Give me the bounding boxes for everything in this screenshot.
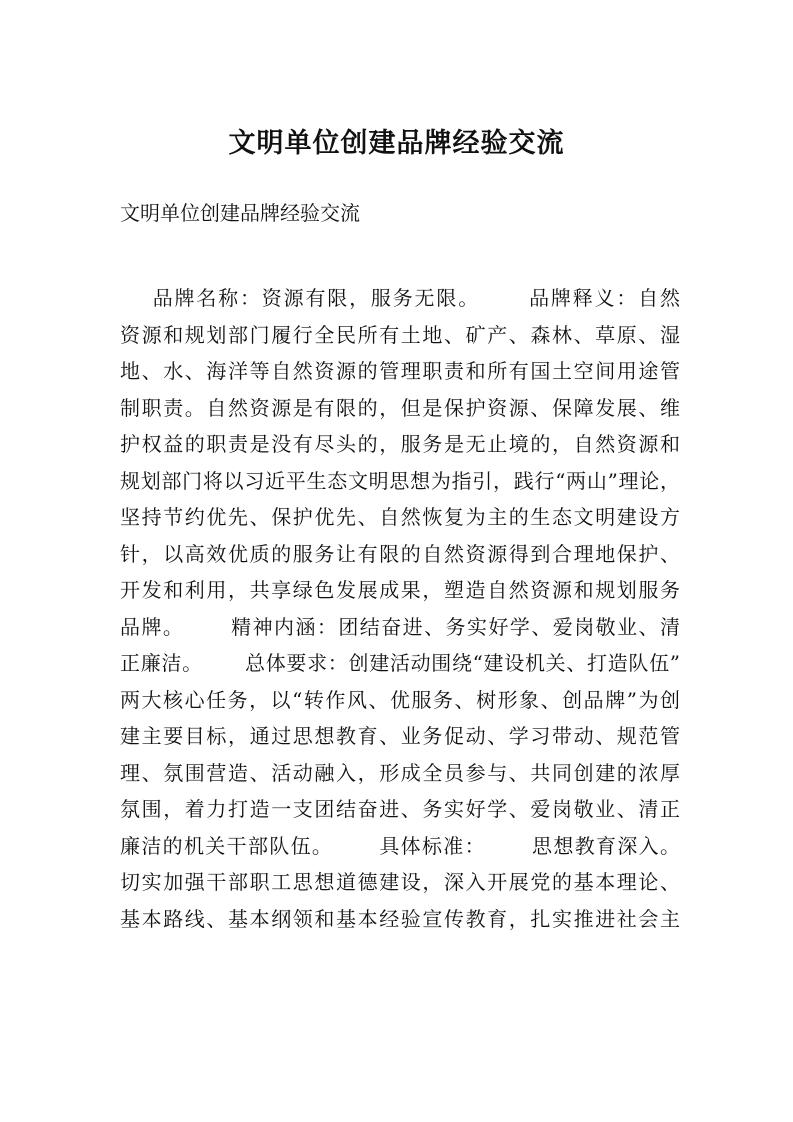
body-line: 规划部门将以习近平生态文明思想为指引，践行“两山”理论， [120,468,680,493]
body-line: 切实加强干部职工思想道德建设，深入开展党的基本理论、 [120,870,680,894]
body-line: 基本路线、基本纲领和基本经验宣传教育，扎实推进社会主 [120,906,680,931]
body-line: 品牌名称：资源有限，服务无限。 品牌释义：自然 [120,286,680,310]
body-line: 针，以高效优质的服务让有限的自然资源得到合理地保护、 [120,541,680,566]
document-body [120,280,680,937]
body-line: 地、水、海洋等自然资源的管理职责和所有国土空间用途管 [120,359,680,383]
body-line: 资源和规划部门履行全民所有土地、矿产、森林、草原、湿 [120,322,680,347]
body-line: 理、氛围营造、活动融入，形成全员参与、共同创建的浓厚 [120,760,680,785]
body-line: 护权益的职责是没有尽头的，服务是无止境的，自然资源和 [120,432,680,456]
body-line: 开发和利用，共享绿色发展成果，塑造自然资源和规划服务 [120,578,680,602]
body-line: 建主要目标，通过思想教育、业务促动、学习带动、规范管 [120,724,680,748]
body-line: 制职责。自然资源是有限的，但是保护资源、保障发展、维 [120,395,680,420]
body-line: 廉洁的机关干部队伍。 具体标准： 思想教育深入。 [120,833,680,858]
body-line: 坚持节约优先、保护优先、自然恢复为主的生态文明建设方 [120,505,680,529]
document-subtitle: 文明单位创建品牌经验交流 [120,201,360,225]
body-line: 氛围，着力打造一支团结奋进、务实好学、爱岗敬业、清正 [120,797,680,821]
body-line: 正廉洁。 总体要求：创建活动围绕“建设机关、打造队伍” [120,651,680,675]
body-line: 两大核心任务，以“转作风、优服务、树形象、创品牌”为创 [120,687,680,712]
document-title: 文明单位创建品牌经验交流 [228,128,565,159]
body-line: 品牌。 精神内涵：团结奋进、务实好学、爱岗敬业、清 [120,614,680,639]
